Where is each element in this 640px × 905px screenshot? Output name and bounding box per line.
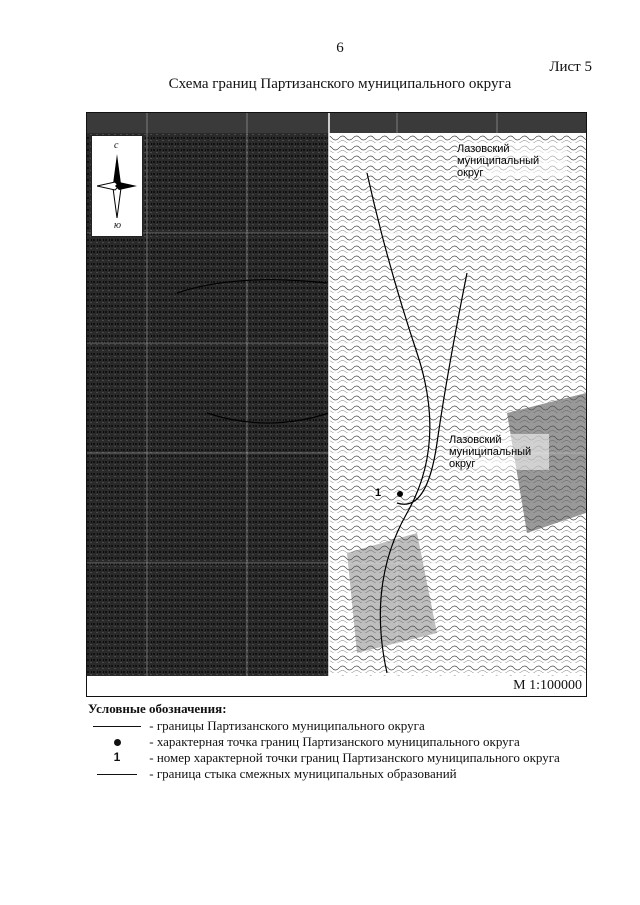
point-number-icon: 1 <box>113 750 121 765</box>
compass-rose-icon <box>97 154 137 218</box>
boundary-point <box>397 491 403 497</box>
legend-item: 1 - номер характерной точки границ Партизанского муниципального округа <box>113 749 560 765</box>
scale-label: М 1:100000 <box>513 678 582 693</box>
point-icon <box>114 739 121 746</box>
compass <box>91 135 143 237</box>
map-title: Схема границ Партизанского муниципального округа <box>168 76 512 92</box>
map-frame <box>86 112 587 697</box>
page-number: 6 <box>336 40 344 56</box>
bottom-strip <box>87 676 586 696</box>
boundary-line-icon <box>93 726 141 727</box>
legend-item: - характерная точка границ Партизанского муниципального округа <box>88 732 520 747</box>
legend-item: - граница стыка смежных муниципальных образований <box>88 764 457 779</box>
district-label-north: Лазовский муниципальный округ <box>457 143 567 179</box>
junction-line-icon <box>97 774 137 776</box>
compass-north-label: с <box>114 140 119 151</box>
legend-item: - границы Партизанского муниципального округа <box>88 716 425 731</box>
topographic-map <box>87 113 586 696</box>
boundary-point-number: 1 <box>375 487 382 499</box>
top-strip <box>87 113 586 133</box>
compass-south-label: ю <box>114 220 122 231</box>
district-label-center: Лазовский муниципальный округ <box>449 434 549 470</box>
sheet-label: Лист 5 <box>549 59 592 75</box>
legend-title: Условные обозначения: <box>88 701 227 716</box>
